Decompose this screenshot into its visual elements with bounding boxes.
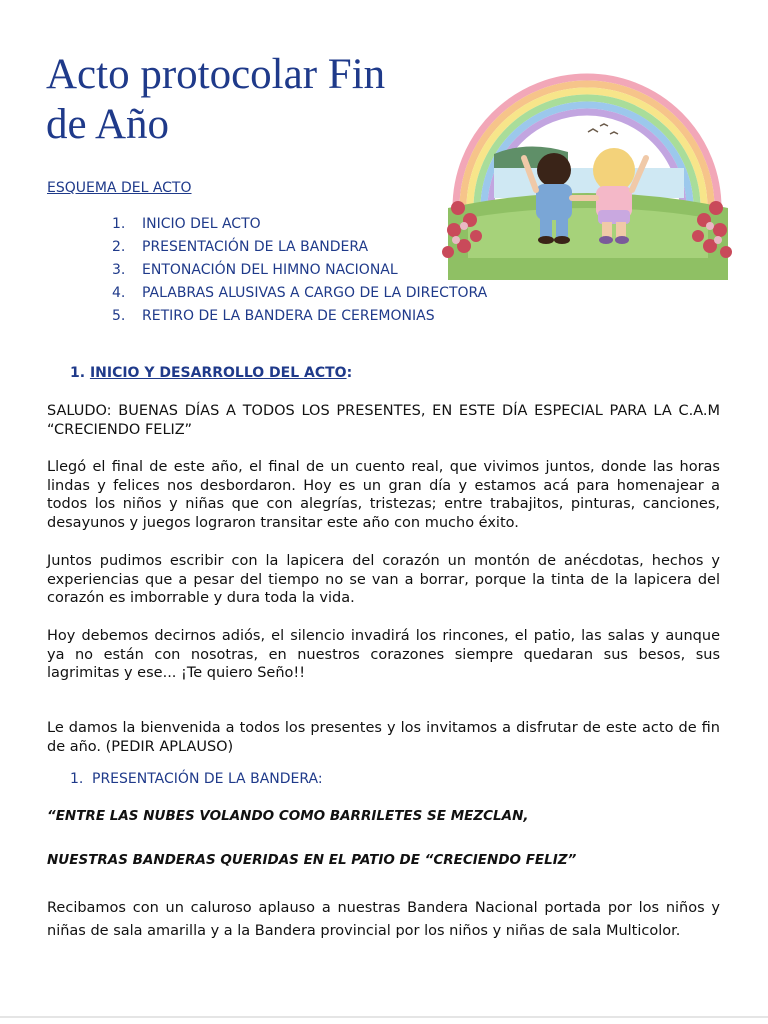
list-item (112, 236, 487, 259)
section-suffix: : (317, 771, 323, 787)
list-item (112, 305, 487, 328)
section-title: INICIO Y DESARROLLO DEL ACTO (89, 365, 347, 381)
list-item-label: INICIO DEL ACTO (142, 216, 261, 232)
list-number: 1. (112, 216, 126, 232)
list-number: 4. (112, 285, 126, 301)
title-line-1: Acto protocolar Fin (46, 51, 386, 98)
list-number: 2. (112, 239, 126, 255)
section-number: 1. (70, 771, 84, 787)
list-item-label: RETIRO DE LA BANDERA DE CEREMONIAS (142, 308, 435, 324)
section-suffix: : (346, 365, 353, 381)
list-item-label: ENTONACIÓN DEL HIMNO NACIONAL (142, 262, 398, 278)
list-number: 3. (112, 262, 126, 278)
title-line-2: de Año (46, 101, 170, 148)
schema-list (112, 213, 487, 328)
closing-paragraph: Recibamos con un caluroso aplauso a nuestras Bandera Nacional portada por los niños y niñas de sala amarilla y a la Bandera provincial por los niños y niñas de sala Multicolor. (47, 900, 720, 939)
body-paragraph-3: Hoy debemos decirnos adiós, el silencio invadirá los rincones, el patio, las salas y aunque ya no están con nosotras, en nuestros corazones siempre quedaran sus besos, sus lagrimitas y ese... ¡Te quiero Seño!! (47, 628, 720, 681)
list-item (112, 282, 487, 305)
section-number: 1. (70, 365, 86, 381)
schema-heading: ESQUEMA DEL ACTO (47, 180, 192, 196)
section-title: PRESENTACIÓN DE LA BANDERA (92, 771, 318, 787)
body-paragraph-2: Juntos pudimos escribir con la lapicera del corazón un montón de anécdotas, hechos y experiencias que a pesar del tiempo no se van a borrar, porque la tinta de la lapicera del corazón es imborrable y dura toda la vida. (47, 553, 720, 606)
list-item-label: PRESENTACIÓN DE LA BANDERA (142, 239, 369, 255)
body-paragraph-4: Le damos la bienvenida a todos los presentes y los invitamos a disfrutar de este acto de fin de año. (PEDIR APLAUSO) (47, 720, 720, 755)
page-divider (0, 1016, 768, 1018)
body-paragraph-1: Llegó el final de este año, el final de un cuento real, que vivimos juntos, donde las horas lindas y felices nos desbordaron. Hoy es un gran día y estamos acá para homenajear a todos los niños y niñas que con alegrías, tristezas; entre trabajitos, pinturas, canciones, desayunos y juegos lograron transitar este año con mucho éxito. (47, 459, 720, 531)
list-item (112, 259, 487, 282)
verse-line-2: NUESTRAS BANDERAS QUERIDAS EN EL PATIO DE “CRECIENDO FELIZ” (47, 852, 577, 868)
section-heading-bandera (70, 771, 323, 787)
saludo-paragraph: SALUDO: BUENAS DÍAS A TODOS LOS PRESENTES, EN ESTE DÍA ESPECIAL PARA LA C.A.M “CRECIENDO FELIZ” (47, 403, 720, 438)
verse-line-1: “ENTRE LAS NUBES VOLANDO COMO BARRILETES SE MEZCLAN, (47, 808, 529, 824)
list-number: 5. (112, 308, 126, 324)
page-title (46, 50, 446, 150)
list-item (112, 213, 487, 236)
list-item-label: PALABRAS ALUSIVAS A CARGO DE LA DIRECTORA (142, 285, 488, 301)
section-heading-inicio (70, 365, 352, 381)
